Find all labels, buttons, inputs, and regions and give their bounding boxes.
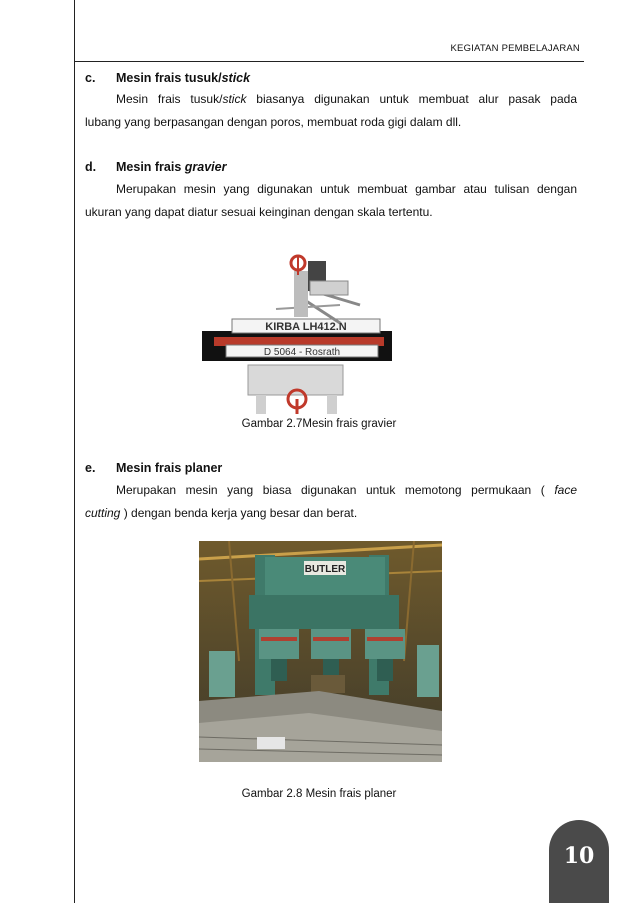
- section-letter: d.: [85, 160, 97, 174]
- plate-text-1: KIRBA LH412.N: [265, 321, 347, 333]
- section-e-paragraph: Merupakan mesin yang biasa digunakan untuk memotong permukaan ( face cutting ) dengan benda kerja yang besar dan berat.: [85, 483, 577, 520]
- page-number-badge: [549, 820, 609, 903]
- section-title: Mesin frais tusuk/stick: [116, 71, 251, 85]
- figure-planer-machine: [199, 541, 442, 762]
- section-d-paragraph: Merupakan mesin yang digunakan untuk membuat gambar atau tulisan dengan ukuran yang dapat diatur sesuai keinginan dengan skala tertentu.: [85, 182, 577, 219]
- header-rule: [74, 61, 584, 62]
- section-title: Mesin frais planer: [116, 461, 223, 475]
- machine-brand: BUTLER: [304, 564, 346, 575]
- section-letter: c.: [85, 71, 96, 85]
- figure-engraving-machine: [190, 247, 395, 414]
- margin-line-vertical: [74, 0, 75, 903]
- section-letter: e.: [85, 461, 96, 475]
- running-header: KEGIATAN PEMBELAJARAN: [450, 43, 580, 54]
- figure-caption-2-7: Gambar 2.7Mesin frais gravier: [241, 418, 397, 430]
- page-number: 10: [563, 843, 595, 869]
- figure-caption-2-8: Gambar 2.8 Mesin frais planer: [241, 788, 397, 800]
- plate-text-2: D 5064 - Rosrath: [263, 347, 341, 358]
- section-title: Mesin frais gravier: [116, 160, 227, 174]
- section-c-paragraph: Mesin frais tusuk/stick biasanya digunakan untuk membuat alur pasak pada lubang yang berpasangan dengan poros, membuat roda gigi dalam dll.: [85, 92, 578, 129]
